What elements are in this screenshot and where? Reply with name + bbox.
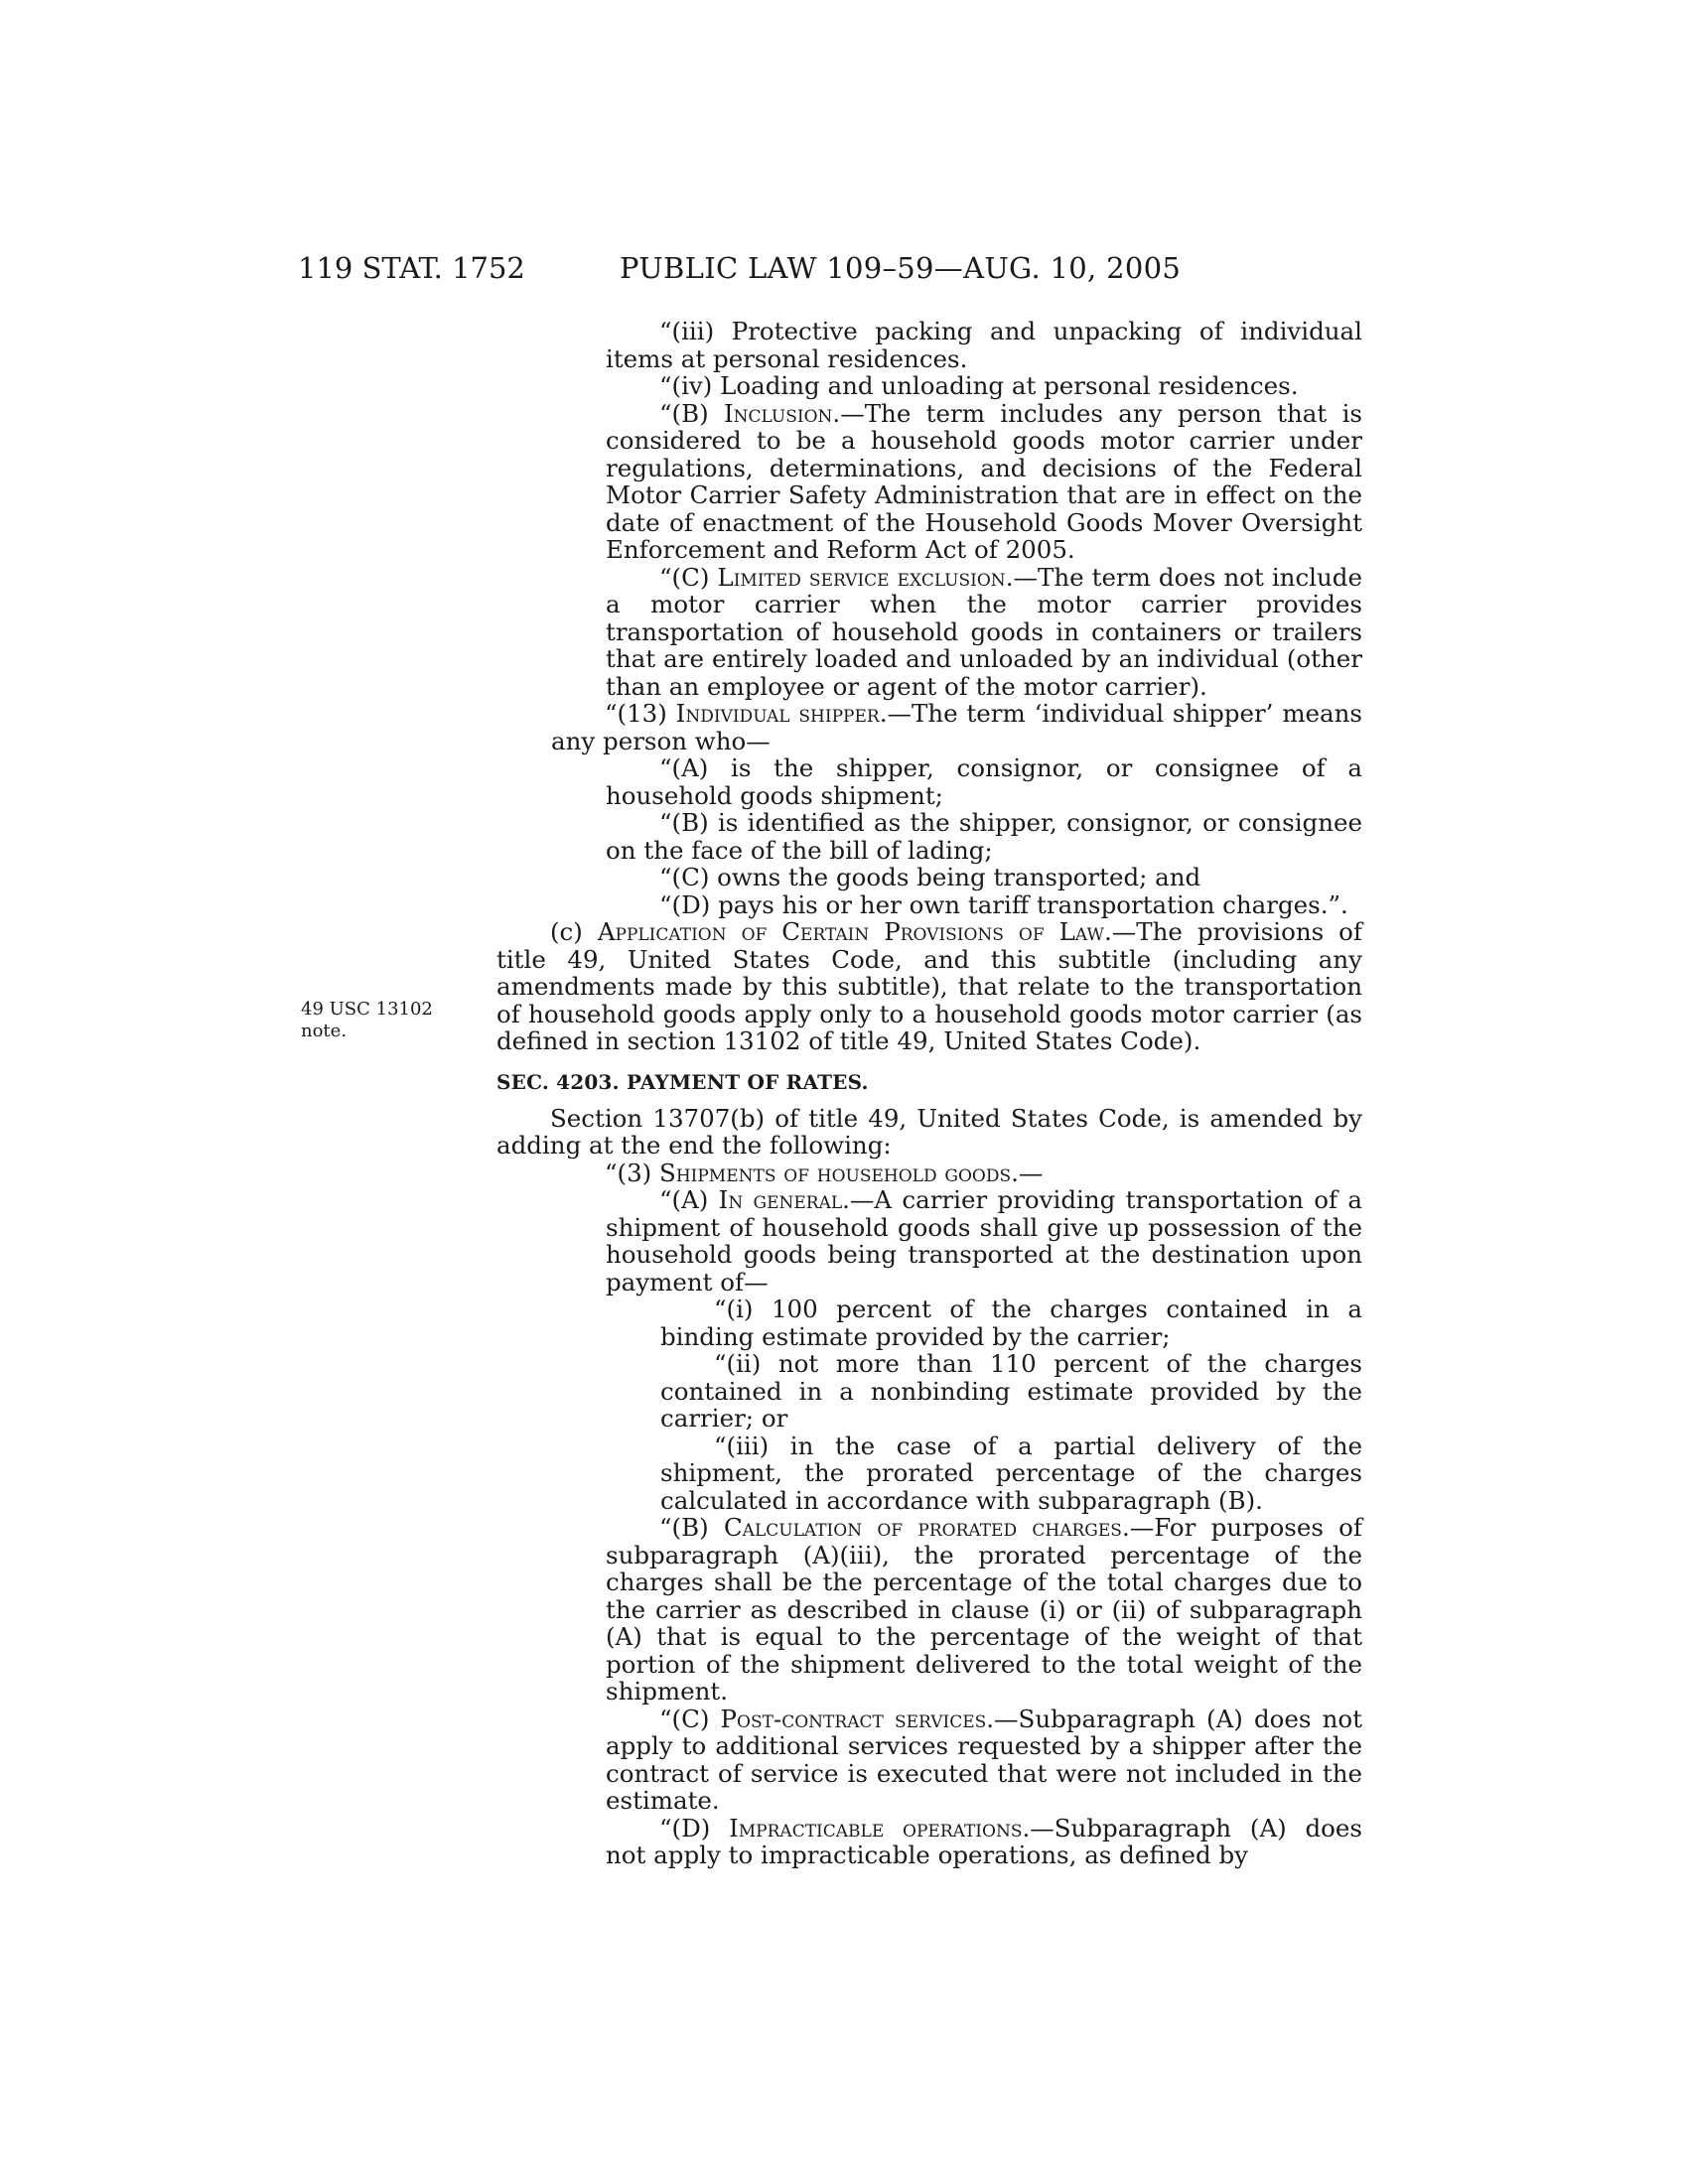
section-heading: SEC. 4203. PAYMENT OF RATES. (496, 1069, 869, 1094)
caption-limited-service: Limited service exclusion (717, 562, 1006, 592)
subparagraph-3a-in-general: “(A) In general.—A carrier providing transportation of a shipment of household goods shall give up possession of the household goods being transported at the destination upon payment of— (606, 1185, 1362, 1297)
margin-note-citation: 49 USC 13102 (301, 999, 433, 1020)
subparagraph-c-limited-service: “(C) Limited service exclusion.—The term does not include a motor carrier when the motor carrier provides transportation of household goods in containers or trailers that are entirely loaded and unloaded by an individual (other than an employee or agent of the motor carrier). (606, 562, 1362, 701)
clause-3a-iii: “(iii) in the case of a partial delivery of the shipment, the prorated percentage of the charges calculated in accordance with subparagraph (B). (660, 1431, 1362, 1515)
subparagraph-3c-post-contract: “(C) Post-contract services.—Subparagraph (A) does not apply to additional services requested by a shipper after the contract of service is executed that were not included in the estimate. (606, 1704, 1362, 1815)
body-text (496, 318, 1362, 1869)
caption-individual-shipper: Individual shipper (675, 699, 880, 728)
public-law-title: PUBLIC LAW 109–59—AUG. 10, 2005 (620, 251, 1182, 285)
subparagraph-13a: “(A) is the shipper, consignor, or consignee of a household goods shipment; (606, 753, 1362, 810)
section-intro: Section 13707(b) of title 49, United States Code, is amended by adding at the end the following: (496, 1103, 1362, 1160)
subparagraph-13b: “(B) is identified as the shipper, consignor, or consignee on the face of the bill of lading; (606, 808, 1362, 865)
caption-impracticable: Impracticable operations (729, 1813, 1023, 1843)
caption-application: Application of Certain Provisions of Law (597, 917, 1104, 946)
clause-3a-i: “(i) 100 percent of the charges contained in a binding estimate provided by the carrier; (660, 1295, 1362, 1351)
subparagraph-3b-prorated: “(B) Calculation of prorated charges.—For purposes of subparagraph (A)(iii), the prorated percentage of the charges shall be the percentage of the total charges due to the carrier as described in clause (i) or (ii) of subparagraph (A) that is equal to the percentage of the weight of that portion of the shipment delivered to the total weight of the shipment. (606, 1513, 1362, 1706)
caption-inclusion: Inclusion (723, 398, 833, 428)
caption-post-contract: Post-contract services (720, 1704, 987, 1733)
running-head (0, 250, 1688, 290)
subparagraph-b-inclusion: “(B) Inclusion.—The term includes any person that is considered to be a household goods motor carrier under regulations, determinations, and decisions of the Federal Motor Carrier Safety Administration that are in effect on the date of enactment of the Household Goods Mover Oversight Enforcement and Reform Act of 2005. (606, 398, 1362, 564)
subparagraph-3d-impracticable: “(D) Impracticable operations.—Subparagraph (A) does not apply to impracticable operations, as defined by (606, 1813, 1363, 1869)
subsection-c-application: (c) Application of Certain Provisions of Law.—The provisions of title 49, United States Code, and this subtitle (including any amendments made by this subtitle), that relate to the transportation of household goods apply only to a household goods motor carrier (as defined in section 13102 of title 49, United States Code). (496, 917, 1362, 1055)
clause-iv: “(iv) Loading and unloading at personal residences. (659, 371, 1299, 400)
paragraph-13-individual-shipper: “(13) Individual shipper.—The term ‘individual shipper’ means any person who— (551, 699, 1363, 755)
caption-prorated: Calculation of prorated charges (723, 1513, 1122, 1542)
margin-note-label: note. (301, 1021, 348, 1041)
clause-3a-ii: “(ii) not more than 110 percent of the charges contained in a nonbinding estimate provided by the carrier; or (660, 1349, 1362, 1433)
margin-note (301, 999, 470, 1042)
subparagraph-13d: “(D) pays his or her own tariff transportation charges.”. (659, 889, 1348, 919)
caption-shipments: Shipments of household goods (659, 1158, 1012, 1187)
subparagraph-13c: “(C) owns the goods being transported; and (659, 863, 1201, 891)
paragraph-3-shipments: “(3) Shipments of household goods.— (605, 1158, 1044, 1187)
caption-in-general: In general (718, 1185, 843, 1214)
statute-citation: 119 STAT. 1752 (298, 251, 525, 285)
clause-iii: “(iii) Protective packing and unpacking of individual items at personal residences. (606, 317, 1362, 373)
